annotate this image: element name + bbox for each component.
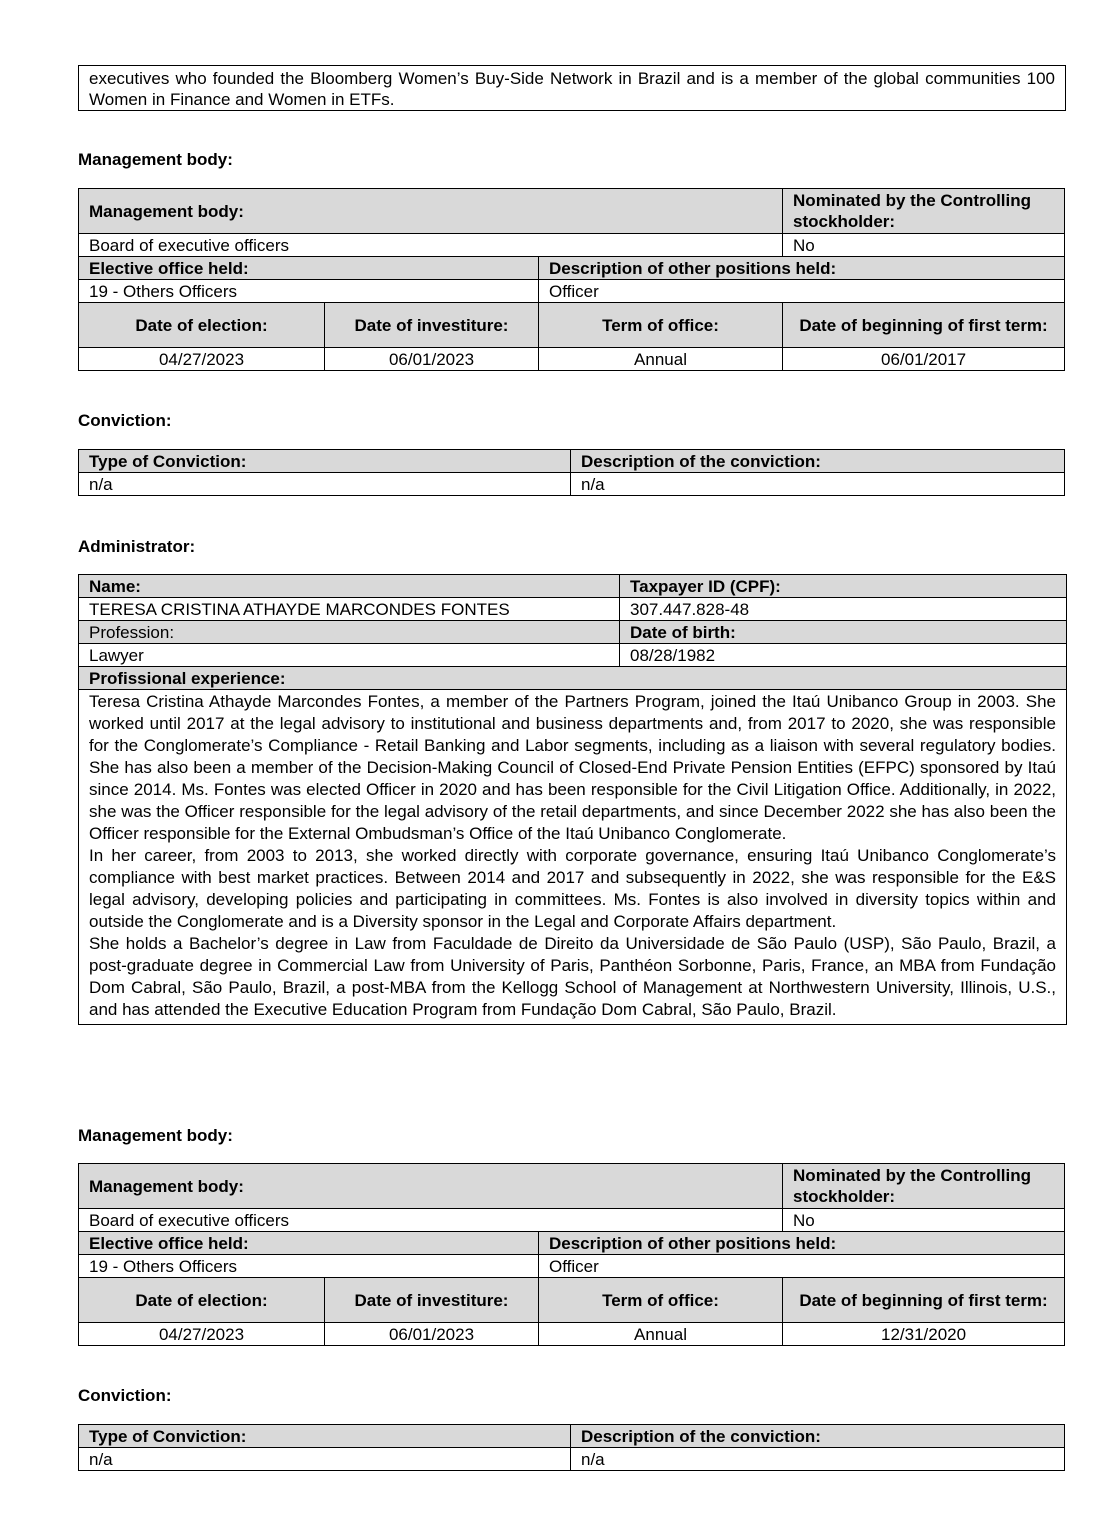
value-other-positions-2: Officer — [539, 1255, 1065, 1278]
label-type-conviction-2: Type of Conviction: — [79, 1425, 571, 1448]
value-name: TERESA CRISTINA ATHAYDE MARCONDES FONTES — [79, 598, 620, 621]
value-desc-conviction-2: n/a — [571, 1448, 1065, 1471]
value-elective-office: 19 - Others Officers — [79, 280, 539, 303]
label-management-body: Management body: — [79, 189, 783, 234]
value-date-election: 04/27/2023 — [79, 348, 325, 371]
value-management-body-2: Board of executive officers — [79, 1209, 783, 1232]
value-date-birth: 08/28/1982 — [620, 644, 1067, 667]
label-name: Name: — [79, 575, 620, 598]
label-date-investiture-2: Date of investiture: — [325, 1278, 539, 1323]
value-term-office: Annual — [539, 348, 783, 371]
label-date-first-term: Date of beginning of first term: — [783, 303, 1065, 348]
value-elective-office-2: 19 - Others Officers — [79, 1255, 539, 1278]
label-profession: Profession: — [79, 621, 620, 644]
label-date-election: Date of election: — [79, 303, 325, 348]
label-nominated-2: Nominated by the Controlling stockholder: — [783, 1164, 1065, 1209]
label-nominated: Nominated by the Controlling stockholder: — [783, 189, 1065, 234]
value-nominated: No — [783, 234, 1065, 257]
label-term-office: Term of office: — [539, 303, 783, 348]
label-type-conviction: Type of Conviction: — [79, 450, 571, 473]
value-taxpayer: 307.447.828-48 — [620, 598, 1067, 621]
section-title-conviction: Conviction: — [78, 411, 172, 430]
label-elective-office: Elective office held: — [79, 257, 539, 280]
label-desc-conviction: Description of the conviction: — [571, 450, 1065, 473]
label-experience: Profissional experience: — [79, 667, 1067, 690]
experience-paragraph-1: Teresa Cristina Athayde Marcondes Fontes, a member of the Partners Program, joined the Itaú Unibanco Group in 2003. She worked until 2017 at the legal advisory to institutional and business departments and, from 2017 to 2020, she was responsible for the Conglomerate’s Compliance - Retail Banking and Labor segments, including as a liaison with several regulatory bodies. She has also been a member of the Decision-Making Council of Closed-End Private Pension Entities (EFPC) sponsored by Itaú since 2014. Ms. Fontes was elected Officer in 2020 and has been responsible for the Civil Litigation Office. Additionally, in 2022, she was the Officer responsible for the legal advisory of the retail departments, and since December 2022 she has also been the Officer responsible for the External Ombudsman’s Office of the Itaú Unibanco Conglomerate. — [89, 692, 1056, 843]
label-date-investiture: Date of investiture: — [325, 303, 539, 348]
value-date-investiture: 06/01/2023 — [325, 348, 539, 371]
value-desc-conviction: n/a — [571, 473, 1065, 496]
label-management-body-2: Management body: — [79, 1164, 783, 1209]
section-title-management-body-2: Management body: — [78, 1126, 233, 1145]
conviction-table — [78, 449, 1065, 496]
value-date-election-2: 04/27/2023 — [79, 1323, 325, 1346]
label-elective-office-2: Elective office held: — [79, 1232, 539, 1255]
value-other-positions: Officer — [539, 280, 1065, 303]
label-term-office-2: Term of office: — [539, 1278, 783, 1323]
value-type-conviction-2: n/a — [79, 1448, 571, 1471]
label-taxpayer: Taxpayer ID (CPF): — [620, 575, 1067, 598]
label-date-birth: Date of birth: — [620, 621, 1067, 644]
administrator-table — [78, 574, 1067, 1025]
label-date-first-term-2: Date of beginning of first term: — [783, 1278, 1065, 1323]
management-body-table-2 — [78, 1163, 1065, 1346]
label-date-election-2: Date of election: — [79, 1278, 325, 1323]
section-title-administrator: Administrator: — [78, 537, 196, 556]
value-date-first-term: 06/01/2017 — [783, 348, 1065, 371]
intro-text-box — [78, 65, 1066, 111]
experience-cell — [79, 690, 1067, 1025]
label-other-positions: Description of other positions held: — [539, 257, 1065, 280]
experience-paragraph-3: She holds a Bachelor’s degree in Law from Faculdade de Direito da Universidade de São Paulo (USP), São Paulo, Brazil, a post-graduate degree in Commercial Law from University of Paris, Panthéon Sorbonne, Paris, France, an MBA from Fundação Dom Cabral, São Paulo, Brazil, a post-MBA from the Kellogg School of Management at Northwestern University, Illinois, U.S., and has attended the Executive Education Program from Fundação Dom Cabral, São Paulo, Brazil. — [89, 934, 1056, 1019]
value-profession: Lawyer — [79, 644, 620, 667]
value-nominated-2: No — [783, 1209, 1065, 1232]
conviction-table-2 — [78, 1424, 1065, 1471]
value-term-office-2: Annual — [539, 1323, 783, 1346]
section-title-management-body: Management body: — [78, 150, 233, 169]
value-date-first-term-2: 12/31/2020 — [783, 1323, 1065, 1346]
value-date-investiture-2: 06/01/2023 — [325, 1323, 539, 1346]
section-title-conviction-2: Conviction: — [78, 1386, 172, 1405]
intro-text: executives who founded the Bloomberg Women’s Buy-Side Network in Brazil and is a member of the global communities 100 Women in Finance and Women in ETFs. — [89, 69, 1055, 109]
management-body-table — [78, 188, 1065, 371]
label-desc-conviction-2: Description of the conviction: — [571, 1425, 1065, 1448]
value-management-body: Board of executive officers — [79, 234, 783, 257]
experience-paragraph-2: In her career, from 2003 to 2013, she worked directly with corporate governance, ensuring Itaú Unibanco Conglomerate’s compliance with best market practices. Between 2014 and 2017 and subsequently in 2022, she was responsible for the E&S legal advisory, developing policies and participating in committees. Ms. Fontes is also involved in diversity topics within and outside the Conglomerate and is a Diversity sponsor in the Legal and Corporate Affairs department. — [89, 846, 1056, 931]
label-other-positions-2: Description of other positions held: — [539, 1232, 1065, 1255]
value-type-conviction: n/a — [79, 473, 571, 496]
